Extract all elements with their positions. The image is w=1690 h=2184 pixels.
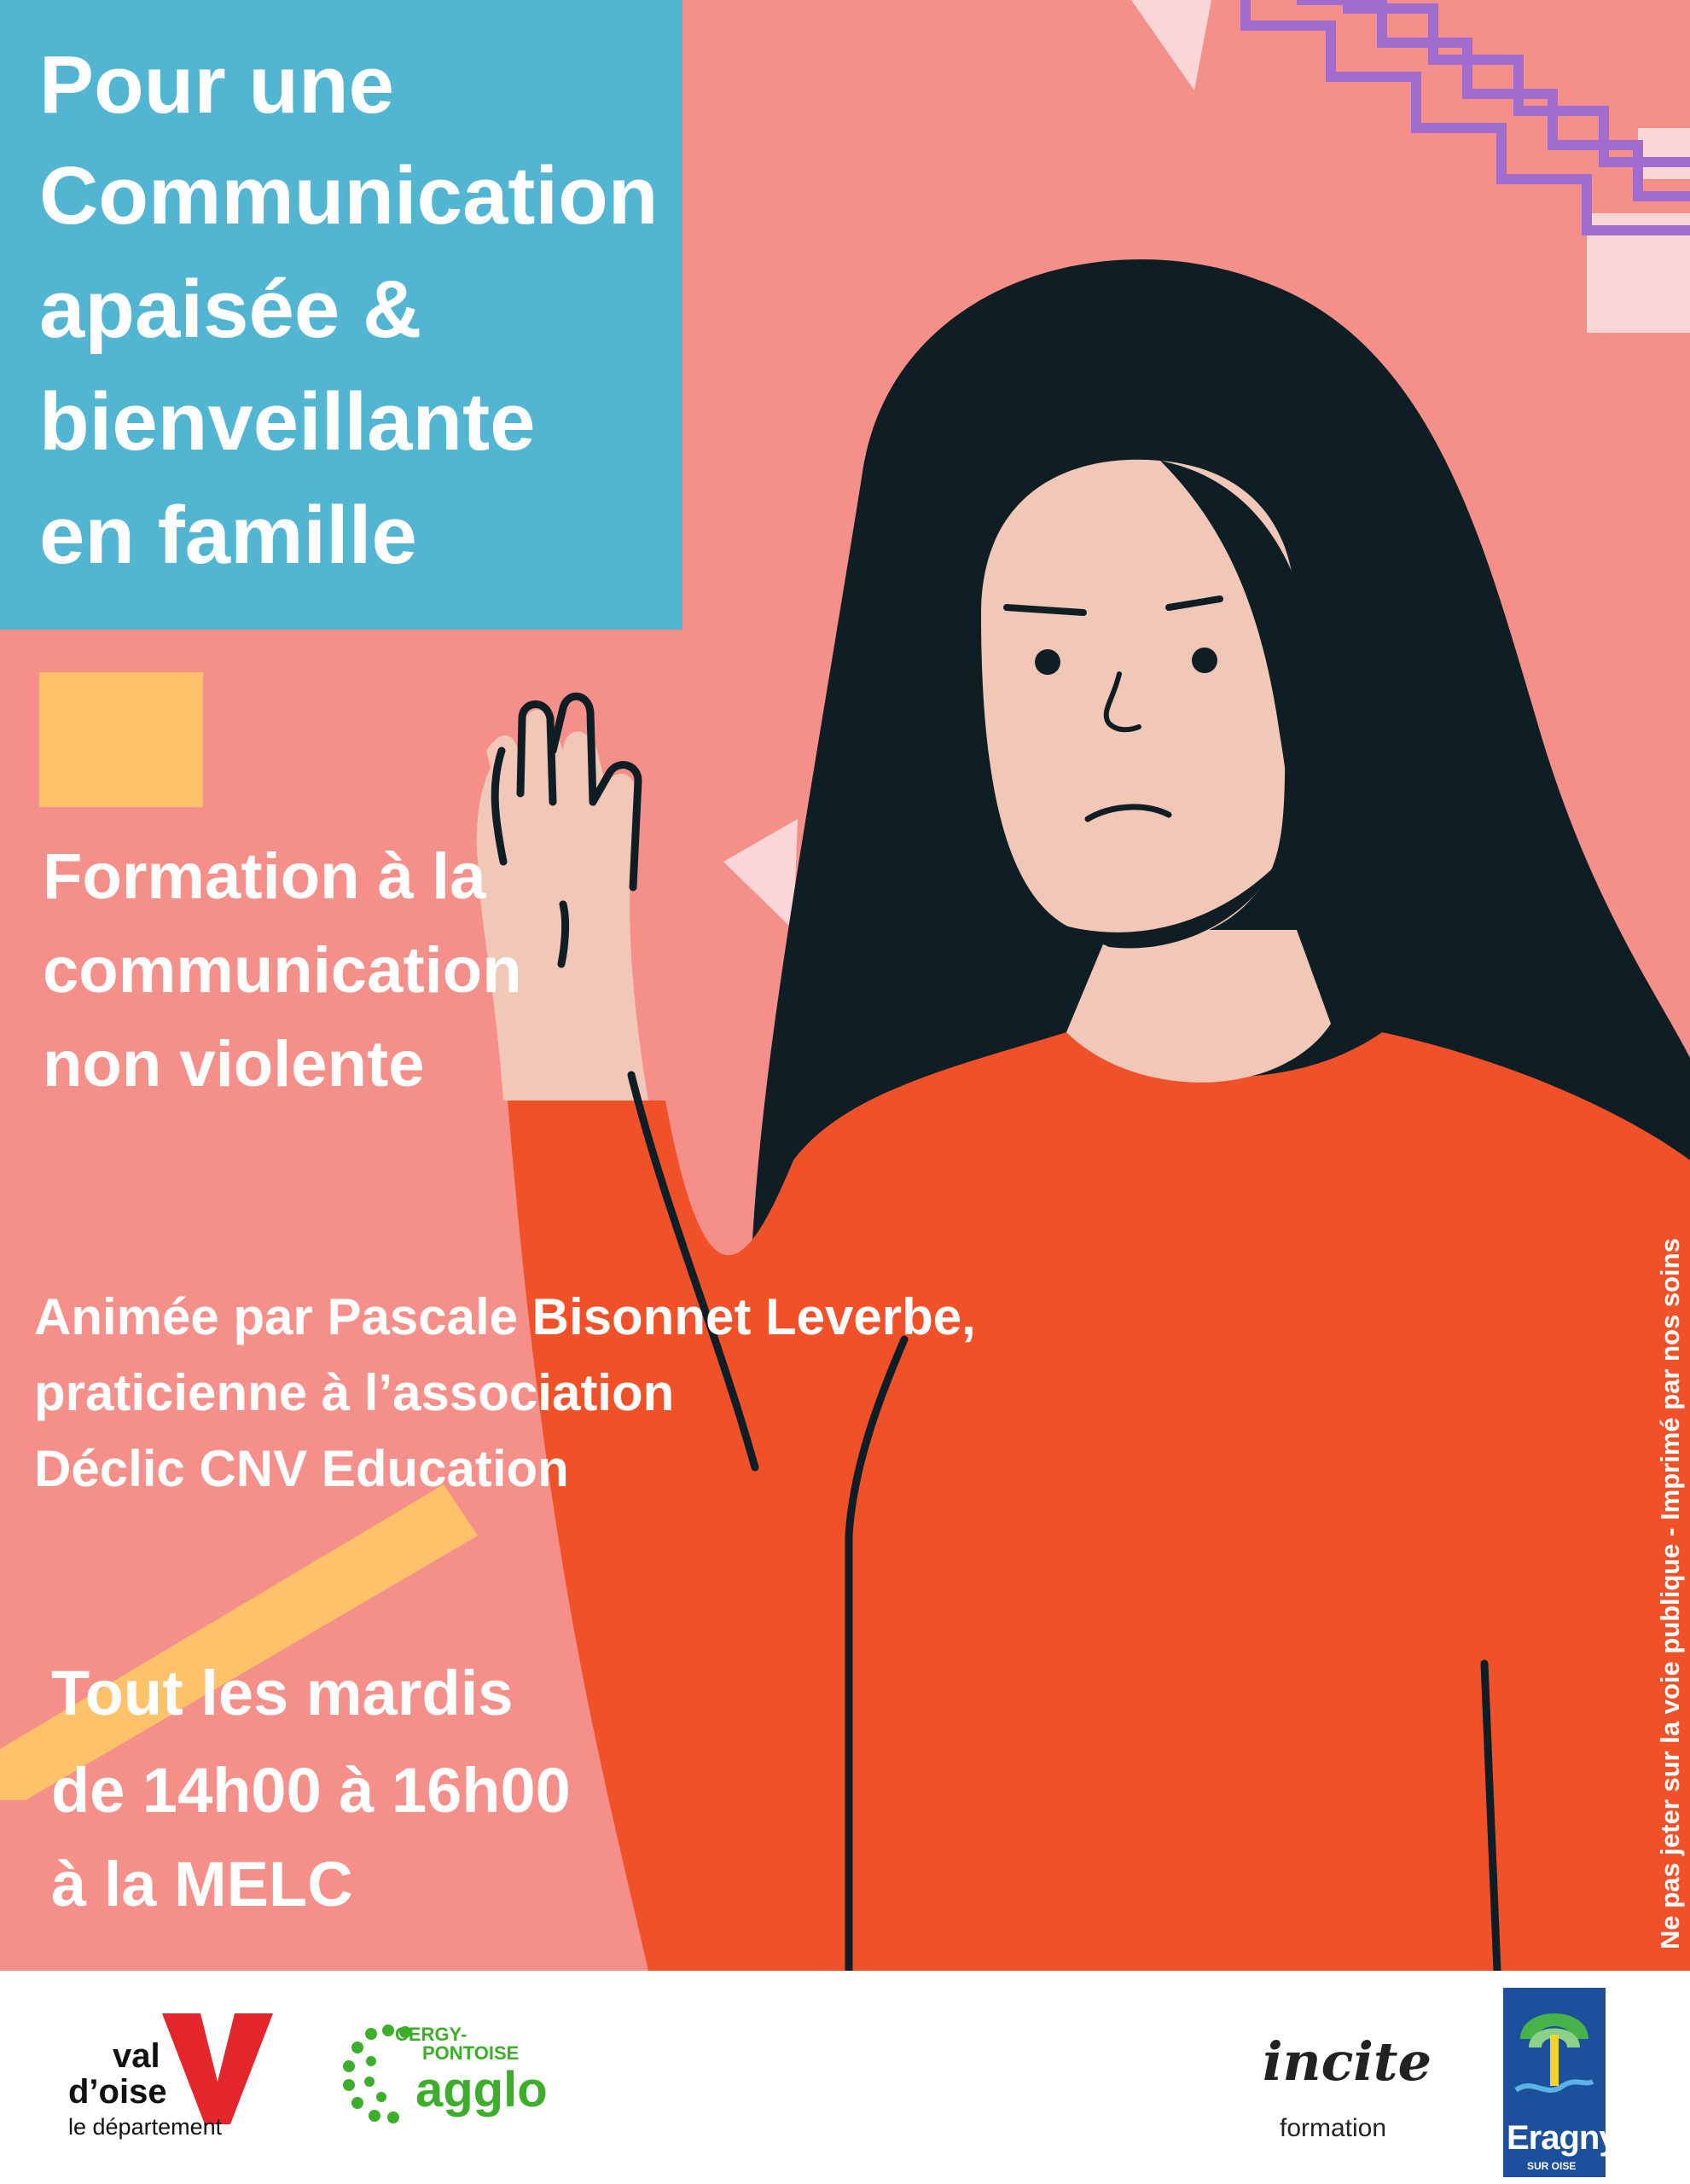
triangle-mid	[723, 819, 798, 930]
yellow-square	[39, 672, 203, 807]
schedule-line-3: à la MELC	[51, 1849, 353, 1920]
title-line-3: apaisée &	[39, 264, 422, 355]
cergy-line-2: PONTOISE	[422, 2042, 520, 2064]
sweater	[508, 1032, 1690, 1971]
subtitle-line-2: communication	[43, 934, 522, 1007]
zigzag-stripes	[1246, 0, 1690, 230]
cergy-line-1: CERGY-	[395, 2024, 468, 2045]
animator-line-3: Déclic CNV Education	[34, 1440, 569, 1497]
incite-logo	[1254, 2030, 1450, 2158]
eye-left	[1035, 649, 1060, 675]
subtitle-line-3: non violente	[43, 1028, 425, 1101]
triangle-top	[1131, 0, 1211, 90]
square-right-small	[1638, 128, 1690, 179]
valdoise-line-1: val	[113, 2037, 160, 2075]
valdoise-line-2: d’oise	[68, 2073, 167, 2111]
neck	[1066, 930, 1331, 1083]
cergy-line-3: agglo	[415, 2062, 548, 2117]
eragny-name: Eragny	[1507, 2119, 1617, 2157]
yellow-bar	[0, 1484, 478, 1800]
title-line-1: Pour une	[39, 39, 395, 131]
subtitle-line-1: Formation à la	[43, 840, 486, 913]
eragny-logo	[1503, 1988, 1617, 2177]
incite-sub: formation	[1280, 2114, 1387, 2142]
title-line-4: bienveillante	[39, 376, 536, 468]
side-note: Ne pas jeter sur la voie publique - Imprimé par nos soins	[1655, 1238, 1685, 1949]
title-box	[0, 0, 682, 630]
cergy-logo	[337, 2022, 584, 2150]
schedule-line-2: de 14h00 à 16h00	[51, 1755, 571, 1826]
schedule-line-1: Tout les mardis	[51, 1658, 514, 1728]
animator-line-1: Animée par Pascale Bisonnet Leverbe,	[34, 1288, 976, 1345]
valdoise-line-3: le département	[68, 2114, 223, 2140]
eragny-emblem-icon	[1503, 1988, 1606, 2116]
incite-name: incite	[1263, 2030, 1432, 2093]
eye-right	[1192, 648, 1217, 673]
valdoise-v-icon	[162, 2013, 273, 2124]
title-line-2: Communication	[39, 150, 659, 241]
title-line-5: en famille	[39, 490, 417, 581]
footer-logos	[0, 1971, 1690, 2184]
eragny-sub: SUR OISE	[1527, 2160, 1577, 2172]
animator-line-2: praticienne à l’association	[34, 1364, 675, 1421]
valdoise-logo	[60, 2013, 282, 2141]
